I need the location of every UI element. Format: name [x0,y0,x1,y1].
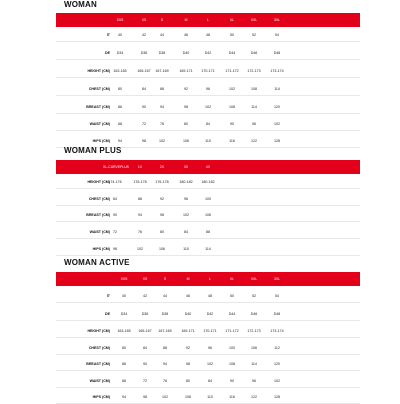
table-cell: 106 [251,346,257,350]
header-cell: XXL [250,18,258,22]
row-label: HIPS (CM) [92,395,110,399]
table-cell: 80 [186,379,190,383]
table-cell: 169-171 [179,69,193,73]
table-cell: 40 [118,33,122,37]
table-cell: 116 [229,395,235,399]
section-title: WOMAN ACTIVE [64,258,130,267]
table-cell: 102 [162,395,168,399]
table-cell: 114 [251,105,257,109]
header-cell: 3X [183,165,189,169]
table-cell: 98 [186,362,190,366]
table-cell: 84 [208,379,212,383]
table-cell: 96 [252,122,256,126]
table-cell: 46 [184,33,188,37]
table-cell: 106 [159,247,165,251]
table-cell: D40 [182,51,190,55]
table-cell: 176-178 [155,180,169,184]
row-label: CHEST (CM) [88,87,110,91]
table-cell: 98 [160,213,164,217]
header-cell: XL [229,18,235,22]
table-cell: 76 [163,379,167,383]
table-cell: 102 [183,213,189,217]
table-cell: 108 [251,87,257,91]
table-cell: 94 [118,139,122,143]
table-cell: D44 [228,312,236,316]
table-cell: 80 [184,122,188,126]
table-cell: 100 [229,346,235,350]
header-cell: M [186,277,190,281]
table-cell: 84 [206,122,210,126]
table-cell: 88 [138,197,142,201]
table-cell: 92 [186,346,190,350]
table-cell: D48 [273,312,281,316]
header-cell: XS [142,277,148,281]
header-cell: 3XL [273,18,281,22]
table-cell: 110 [207,395,213,399]
row-label: HEIGHT (CM) [87,69,110,73]
table-cell: 172-173 [247,69,261,73]
header-cell: SI [52,277,56,281]
table-cell: 163-165 [117,329,131,333]
table-cell: 114 [251,362,257,366]
table-cell: 171-172 [225,69,239,73]
table-cell: 92 [160,197,164,201]
table-cell: 84 [113,197,117,201]
table-cell: 165-167 [137,69,151,73]
table-cell: 102 [137,247,143,251]
table-cell: 176-178 [133,180,147,184]
table-cell: 42 [142,33,146,37]
row-label: HEIGHT (CM) [87,329,110,333]
table-cell: 72 [143,379,147,383]
table-cell: D42 [204,51,212,55]
header-cell: XXS [116,18,124,22]
table-cell: 96 [206,87,210,91]
table-cell: 98 [113,247,117,251]
table-cell: 172-173 [247,329,261,333]
table-cell: 112 [274,346,280,350]
row-label: HEIGHT (CM) [87,180,110,184]
section-title: WOMAN [64,0,97,9]
table-cell: 86 [122,362,126,366]
table-cell: 98 [142,139,146,143]
table-cell: 96 [208,346,212,350]
table-cell: 94 [138,213,142,217]
row-label: HIPS (CM) [92,139,110,143]
row-label: CHEST (CM) [88,197,110,201]
table-cell: 102 [207,362,213,366]
header-cell: L [207,18,209,22]
table-cell: D46 [250,51,258,55]
table-cell: 120 [274,105,280,109]
table-cell: 106 [185,395,191,399]
table-cell: 98 [143,395,147,399]
table-cell: D42 [206,312,214,316]
table-cell: 108 [229,362,235,366]
header-cell: SI [52,18,56,22]
table-cell: 80 [160,230,164,234]
table-cell: 94 [163,362,167,366]
table-cell: 169-171 [181,329,195,333]
table-cell: 90 [230,379,234,383]
header-cell: 2X [159,165,165,169]
table-cell: 46 [186,294,190,298]
table-cell: 110 [205,139,211,143]
table-cell: 120 [274,362,280,366]
header-cell: XXS [120,277,128,281]
header-cell: XS [141,18,147,22]
table-cell: 76 [160,122,164,126]
row-label: IT [106,33,110,37]
table-cell: 52 [252,33,256,37]
table-cell: 72 [142,122,146,126]
table-cell: 173-174 [270,69,284,73]
table-cell: 90 [113,213,117,217]
table-cell: 94 [160,105,164,109]
header-cell: 1X [137,165,143,169]
table-cell: 86 [118,105,122,109]
table-cell: 50 [230,33,234,37]
table-cell: D34 [116,51,124,55]
table-cell: 88 [163,346,167,350]
table-cell: 76 [138,230,142,234]
table-cell: 96 [252,379,256,383]
row-label: IT [106,294,110,298]
table-cell: D38 [161,312,169,316]
table-cell: 106 [205,213,211,217]
row-label: BREAST (CM) [86,362,110,366]
row-label: HIPS (CM) [92,247,110,251]
table-cell: 54 [275,33,279,37]
table-cell: 98 [184,105,188,109]
table-cell: 94 [122,395,126,399]
table-cell: D44 [228,51,236,55]
table-cell: 44 [163,294,167,298]
table-cell: 80 [122,346,126,350]
section-title: WOMAN PLUS [64,146,122,155]
table-cell: 90 [230,122,234,126]
table-cell: 170-171 [203,329,217,333]
table-cell: 80 [118,87,122,91]
table-cell: 88 [160,87,164,91]
table-cell: 173-174 [270,329,284,333]
row-label: WAIST (CM) [89,379,110,383]
table-cell: D48 [273,51,281,55]
table-cell: 48 [206,33,210,37]
table-cell: 102 [159,139,165,143]
table-cell: 54 [275,294,279,298]
table-cell: D34 [120,312,128,316]
table-cell: 68 [122,379,126,383]
table-cell: 96 [184,197,188,201]
header-cell: 4X [205,165,211,169]
table-cell: D46 [250,312,258,316]
table-cell: 114 [274,87,280,91]
table-cell: 88 [206,230,210,234]
row-label: WAIST (CM) [89,230,110,234]
table-cell: 92 [184,87,188,91]
header-cell: S [163,277,167,281]
table-cell: 106 [183,139,189,143]
header-cell: S [160,18,164,22]
table-cell: 84 [184,230,188,234]
table-cell: D40 [184,312,192,316]
table-cell: 102 [229,87,235,91]
table-cell: 163-165 [113,69,127,73]
table-cell: 110 [183,247,189,251]
table-cell: D36 [140,51,148,55]
row-label: BREAST (CM) [86,213,110,217]
table-cell: 48 [208,294,212,298]
header-cell: M [184,18,188,22]
table-cell: 90 [142,105,146,109]
table-cell: D36 [141,312,149,316]
row-label: CHEST (CM) [88,346,110,350]
row-label: DE [105,51,110,55]
table-cell: 90 [143,362,147,366]
table-cell: 128 [274,395,280,399]
table-cell: 44 [160,33,164,37]
table-cell: 128 [274,139,280,143]
table-cell: D38 [158,51,166,55]
table-cell: 72 [113,230,117,234]
header-cell: L [209,277,211,281]
table-cell: 170-171 [201,69,215,73]
table-cell: 102 [274,379,280,383]
row-label: BREAST (CM) [86,105,110,109]
header-cell: 3XL [273,277,281,281]
header-cell: XL-CURVEPLUS [103,165,129,169]
table-cell: 122 [251,395,257,399]
table-cell: 52 [252,294,256,298]
table-cell: 40 [122,294,126,298]
table-cell: 171-172 [225,329,239,333]
table-cell: 116 [229,139,235,143]
table-cell: 180-182 [201,180,215,184]
table-cell: 50 [230,294,234,298]
table-cell: 100 [205,197,211,201]
table-cell: 84 [143,346,147,350]
table-cell: 174-176 [108,180,122,184]
table-cell: 102 [205,105,211,109]
table-cell: 167-169 [158,329,172,333]
table-cell: 180-182 [179,180,193,184]
header-cell: SI [52,165,56,169]
table-cell: 122 [251,139,257,143]
table-cell: 68 [118,122,122,126]
table-cell: 102 [274,122,280,126]
table-cell: 84 [142,87,146,91]
header-cell: XXL [250,277,258,281]
table-cell: 114 [205,247,211,251]
table-cell: 42 [143,294,147,298]
header-cell: XL [229,277,235,281]
table-cell: 108 [229,105,235,109]
table-cell: 167-169 [155,69,169,73]
row-label: DE [105,312,110,316]
row-label: WAIST (CM) [89,122,110,126]
table-cell: 165-167 [138,329,152,333]
